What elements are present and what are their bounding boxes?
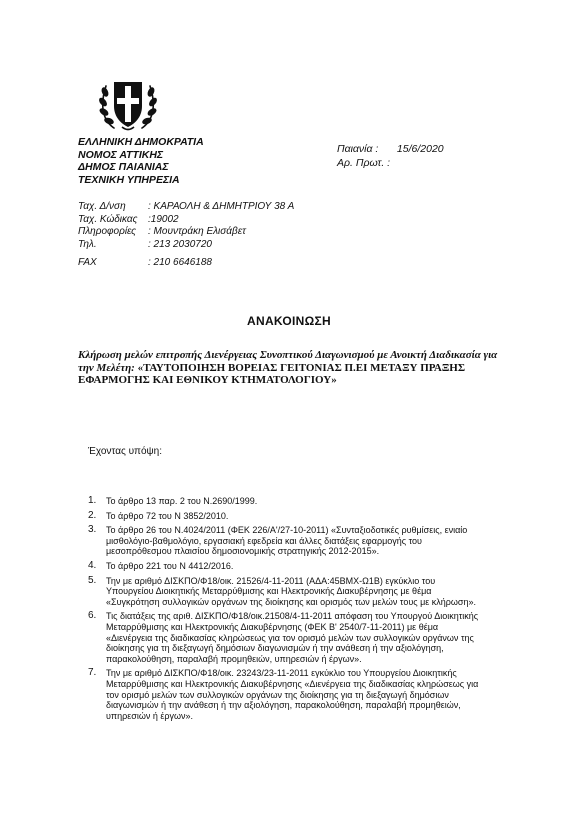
issuing-authority-block: [78, 136, 204, 186]
postcode-value: :19002: [148, 213, 179, 225]
subject-intro: Κλήρωση μελών επιτροπής Διενέργειας Συνοπτικού Διαγωνισμού με Ανοικτή Διαδικασία για την Μελέτη:: [78, 349, 498, 374]
postcode-row: [78, 214, 294, 227]
list-item-number: 7.: [88, 667, 97, 679]
subject-title: «ΤΑΥΤΟΠΟΙΗΣΗ ΒΟΡΕΙΑΣ ΓΕΙΤΟΝΙΑΣ Π.ΕΙ ΜΕΤΑΞΥ ΠΡΑΞΗΣ ΕΦΑΡΜΟΓΗΣ ΚΑΙ ΕΘΝΙΚΟΥ ΚΤΗΜΑΤΟΛΟΓΙΟΥ»: [78, 361, 466, 386]
fax-label: FAX: [78, 257, 97, 269]
place-label: Παιανία :: [337, 143, 379, 155]
list-item-number: 2.: [88, 509, 97, 521]
list-item: [88, 496, 480, 507]
phone-value: : 213 2030720: [148, 238, 212, 250]
fax-row: [78, 257, 294, 270]
address-label: Ταχ. Δ/νση: [78, 201, 126, 212]
phone-label: Τηλ.: [78, 238, 97, 250]
list-item: [88, 611, 480, 664]
date-row: [337, 142, 444, 156]
list-item: [88, 511, 480, 522]
postcode-label: Ταχ. Κώδικας: [78, 213, 138, 225]
phone-row: [78, 239, 294, 252]
list-item: [88, 525, 480, 557]
list-item: [88, 576, 480, 608]
address-value: : ΚΑΡΑΟΛΗ & ΔΗΜΗΤΡΙΟΥ 38 Α: [148, 201, 295, 212]
info-label: Πληροφορίες: [78, 226, 137, 238]
list-item-text: Την με αριθμό ΔΙΣΚΠΟ/Φ18/οικ. 21526/4-11-2011 (ΑΔΑ:45ΒΜΧ-Ω1Β) εγκύκλιο του Υπουργείου Διοικητικής Μεταρρύθμισης και Ηλεκτρονικής Διακυβέρνησης με θέμα «Συγκρότηση συλλογικών οργάνων της διοίκησης και ορισμός των μελών τους με κλήρωση».: [106, 575, 476, 607]
considerations-list: [88, 496, 480, 725]
info-value: : Μουντράκη Ελισάβετ: [148, 226, 246, 238]
authority-line-department: ΤΕΧΝΙΚΗ ΥΠΗΡΕΣΙΑ: [78, 173, 180, 186]
reference-block: [337, 142, 444, 170]
announcement-subject: [78, 349, 498, 387]
list-item-text: Το άρθρο 221 του Ν 4412/2016.: [106, 560, 234, 571]
authority-line-municipality: ΔΗΜΟΣ ΠΑΙΑΝΙΑΣ: [78, 161, 169, 173]
list-item: [88, 561, 480, 572]
list-item-text: Τις διατάξεις της αριθ. ΔΙΣΚΠΟ/Φ18/οικ.21508/4-11-2011 απόφαση του Υπουργού Διοικητικής Μεταρρύθμισης και Ηλεκτρονικής Διακυβέρνησης (ΦΕΚ Β' 2540/7-11-2011) με θέμα «Διενέργεια της διαδικασίας κληρώσεως για τον ορισμό μελών των συλλογικών οργάνων της διοίκησης για τη διεξαγωγή δημόσιων διαγωνισμών ή την ανάθεση ή την αξιολόγηση, παρακολούθηση, παραλαβή προμηθειών, υπηρεσιών ή έργων».: [106, 611, 479, 664]
info-row: [78, 226, 294, 239]
document-date: 15/6/2020: [396, 143, 444, 155]
announcement-heading: ΑΝΑΚΟΙΝΩΣΗ: [247, 314, 331, 328]
list-item-number: 5.: [88, 574, 97, 586]
protocol-label: Αρ. Πρωτ. :: [337, 157, 391, 169]
list-item-number: 6.: [88, 610, 97, 622]
authority-line-republic: ΕΛΛΗΝΙΚΗ ΔΗΜΟΚΡΑΤΙΑ: [78, 136, 204, 148]
list-item-number: 1.: [88, 495, 97, 506]
address-row: [78, 201, 294, 214]
list-item-text: Την με αριθμό ΔΙΣΚΠΟ/Φ18/οικ. 23243/23-11-2011 εγκύκλιο του Υπουργείου Διοικητικής Μεταρρύθμισης και Ηλεκτρονικής Διακυβέρνησης «Διενέργεια της διαδικασίας κληρώσεως για τον ορισμό μελών των συλλογικών οργάνων της διοίκησης για τη διεξαγωγή δημόσιων διαγωνισμών ή την ανάθεση ή την αξιολόγηση, παρακολούθηση, παραλαβή προμηθειών, υπηρεσιών ή έργων».: [106, 668, 479, 721]
protocol-row: [337, 156, 444, 170]
list-item-text: Το άρθρο 13 παρ. 2 του Ν.2690/1999.: [106, 496, 258, 506]
contact-block: [78, 201, 294, 270]
list-item-text: Το άρθρο 26 του Ν.4024/2011 (ΦΕΚ 226/Α'/27-10-2011) «Συνταξιοδοτικές ρυθμίσεις, ενιαίο μισθολόγιο-βαθμολόγιο, εργασιακή εφεδρεία και άλλες διατάξεις εφαρμογής του μεσοπρόθεσμου πλαισίου δημοσιονομικής στρατηγικής 2012-2015».: [106, 525, 468, 557]
list-item-text: Το άρθρο 72 του Ν 3852/2010.: [106, 510, 229, 521]
considerations-intro: Έχοντας υπόψη:: [88, 446, 162, 457]
list-item: [88, 668, 480, 721]
authority-line-prefecture: ΝΟΜΟΣ ΑΤΤΙΚΗΣ: [78, 148, 164, 161]
list-item-number: 4.: [88, 559, 97, 571]
fax-value: : 210 6646188: [148, 257, 212, 269]
list-item-number: 3.: [88, 524, 97, 536]
hellenic-republic-emblem-icon: [94, 74, 162, 134]
